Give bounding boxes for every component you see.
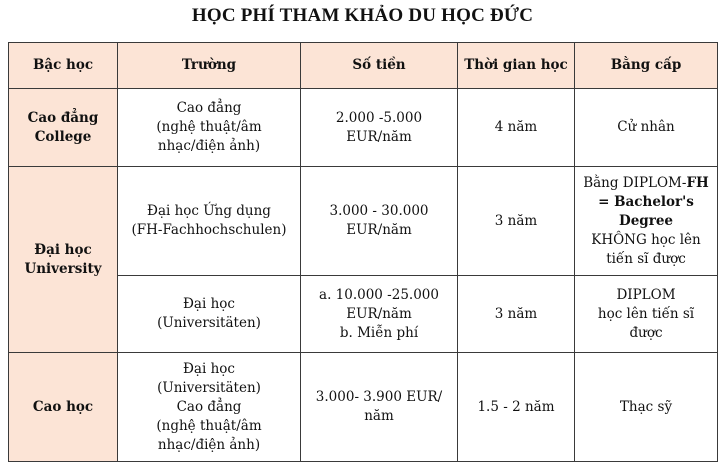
school-cell: [118, 167, 301, 276]
school-text: (Universitäten): [157, 379, 261, 396]
header-duration: Thời gian học: [458, 43, 575, 89]
tuition-table: [8, 42, 718, 462]
fee-text: EUR/năm: [346, 128, 412, 145]
degree-text: được: [629, 324, 663, 341]
header-degree: Bằng cấp: [575, 43, 718, 89]
degree-prefix: Bằng DIPLOM-: [583, 174, 687, 191]
page-title: HỌC PHÍ THAM KHẢO DU HỌC ĐỨC: [191, 5, 534, 26]
level-label-en: College: [34, 128, 92, 145]
header-fee: Số tiền: [301, 43, 458, 89]
level-label: Đại học: [34, 241, 92, 258]
degree-text: = Bachelor's: [598, 193, 694, 210]
fee-cell: [301, 89, 458, 167]
fee-text: 3.000- 3.900 EUR/: [315, 389, 443, 405]
duration-cell: 3 năm: [458, 276, 575, 353]
school-text: (nghệ thuật/âm: [156, 417, 262, 434]
level-label: Cao đẳng: [27, 109, 99, 126]
table-row-college: [9, 89, 718, 167]
school-text: (FH-Fachhochschulen): [131, 222, 287, 238]
degree-text: [579, 174, 713, 193]
degree-text: tiến sĩ được: [606, 250, 686, 267]
fee-cell: [301, 353, 458, 462]
school-text: Đại học Ứng dụng: [147, 203, 271, 219]
degree-text: học lên tiến sĩ: [597, 305, 695, 322]
fee-text: EUR/năm: [346, 222, 412, 238]
table-row-graduate: [9, 353, 718, 462]
school-text: nhạc/điện ảnh): [157, 138, 261, 154]
school-cell: [118, 276, 301, 353]
level-cell-college: [9, 89, 118, 167]
school-cell: [118, 89, 301, 167]
school-cell: [118, 353, 301, 462]
duration-cell: 3 năm: [458, 167, 575, 276]
fee-cell: [301, 276, 458, 353]
school-text: Cao đẳng: [176, 398, 242, 415]
duration-cell: 1.5 - 2 năm: [458, 353, 575, 462]
fee-text: EUR/năm: [346, 305, 412, 322]
degree-text: Degree: [618, 212, 674, 229]
header-school: Trường: [118, 43, 301, 89]
degree-cell: Thạc sỹ: [575, 353, 718, 462]
degree-fh: FH: [686, 174, 709, 191]
header-level: Bậc học: [9, 43, 118, 89]
level-cell-university: [9, 167, 118, 353]
school-text: Cao đẳng: [176, 100, 242, 116]
fee-text: năm: [364, 408, 394, 424]
duration-cell: 4 năm: [458, 89, 575, 167]
fee-text: 3.000 - 30.000: [329, 203, 429, 219]
school-text: nhạc/điện ảnh): [157, 436, 261, 453]
school-text: (nghệ thuật/âm: [156, 119, 262, 135]
school-text: (Universitäten): [157, 315, 261, 331]
fee-text: 2.000 -5.000: [335, 109, 423, 126]
fee-cell: [301, 167, 458, 276]
level-label-en: University: [24, 260, 102, 277]
level-cell-graduate: Cao học: [9, 353, 118, 462]
fee-text: b. Miễn phí: [339, 324, 419, 341]
degree-text: KHÔNG học lên: [591, 231, 701, 248]
table-row-university-applied: [9, 167, 718, 276]
school-text: Đại học: [183, 360, 235, 377]
degree-cell: Cử nhân: [575, 89, 718, 167]
degree-cell: [575, 276, 718, 353]
school-text: Đại học: [183, 296, 235, 312]
degree-cell: [575, 167, 718, 276]
header-row: [9, 43, 718, 89]
fee-text: a. 10.000 -25.000: [319, 286, 439, 303]
degree-text: DIPLOM: [616, 286, 676, 303]
